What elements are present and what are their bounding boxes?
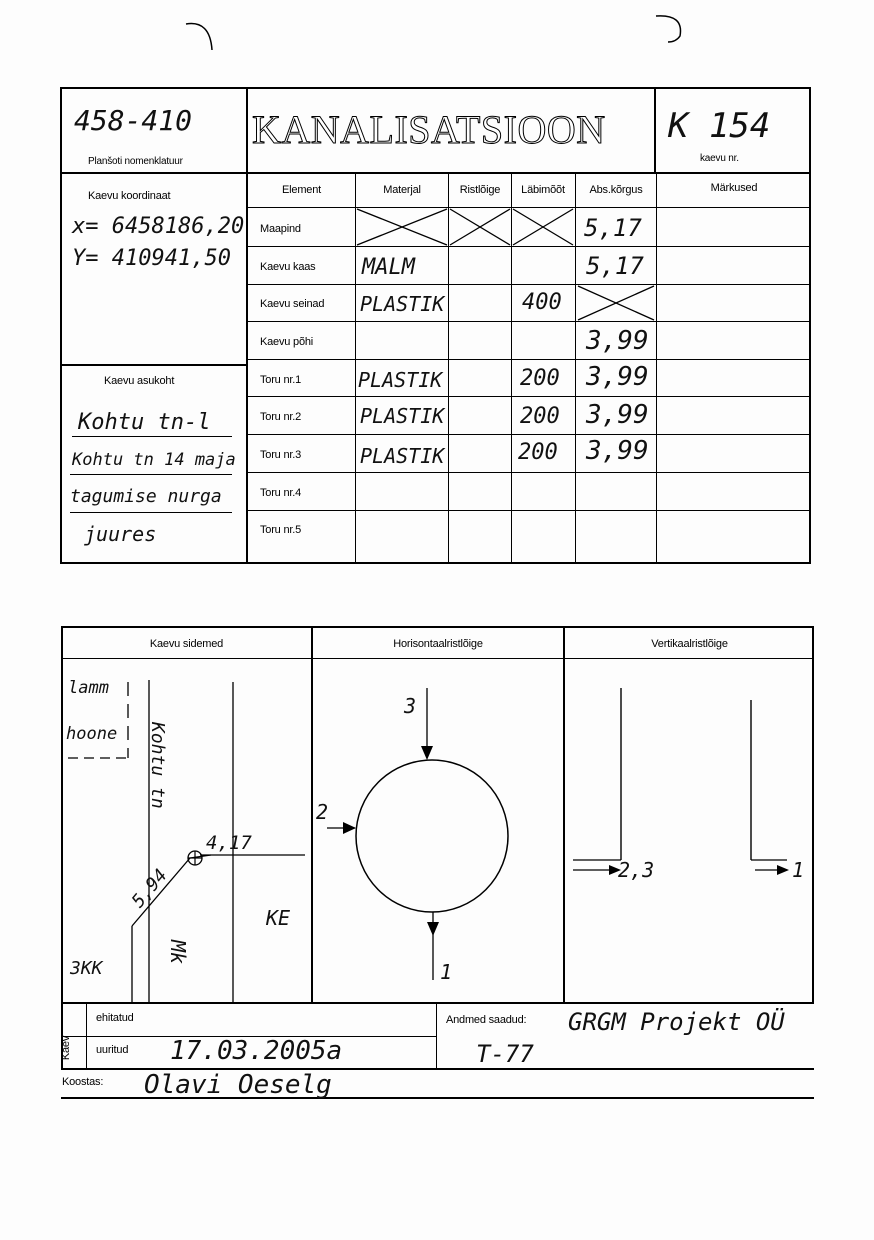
col-header-abs-height: Abs.kõrgus xyxy=(589,184,643,196)
outflow-arrow-right-icon xyxy=(777,865,789,875)
ties-panel-title: Kaevu sidemed xyxy=(149,638,224,650)
crossed-cell-walls-height xyxy=(576,284,656,322)
material-pipe-3: PLASTIK xyxy=(360,444,445,468)
col-header-element: Element xyxy=(282,184,321,196)
location-line-3: tagumise nurga xyxy=(70,486,222,507)
data-source-label: Andmed saadud: xyxy=(446,1014,527,1026)
location-line-2: Kohtu tn 14 maja xyxy=(72,450,236,470)
hole-punch-mark-right xyxy=(650,8,690,48)
inflow-top-number: 3 xyxy=(404,694,417,718)
material-pipe-2: PLASTIK xyxy=(360,404,445,428)
inflow-arrow-left-icon xyxy=(343,822,356,834)
ties-kk-label: 3KK xyxy=(70,958,103,979)
ties-street-label: Kohtu tn xyxy=(147,722,168,809)
well-number-value: K 154 xyxy=(668,106,771,146)
outflow-bottom-number: 1 xyxy=(440,960,453,984)
row-label-pipe-3: Toru nr.3 xyxy=(260,449,302,461)
coordinates-label: Kaevu koordinaat xyxy=(88,190,171,202)
col-header-material: Materjal xyxy=(383,184,421,196)
height-bottom: 3,99 xyxy=(586,326,649,356)
height-pipe-1: 3,99 xyxy=(586,362,649,392)
ties-ke-label: KE xyxy=(266,906,291,930)
inflow-arrow-top-icon xyxy=(421,746,433,760)
horizontal-panel-title: Horisontaalristlõige xyxy=(393,638,483,650)
material-pipe-1: PLASTIK xyxy=(358,368,443,392)
material-lid: MALM xyxy=(362,255,415,280)
nomenclature-value: 458-410 xyxy=(74,104,193,137)
row-label-pipe-1: Toru nr.1 xyxy=(260,374,302,386)
data-source-value: GRGM Projekt OÜ xyxy=(568,1008,785,1036)
coordinate-y: Y= 410941,50 xyxy=(72,246,231,271)
vertical-section-sketch xyxy=(565,660,814,1002)
horizontal-section-sketch xyxy=(313,660,563,1002)
inflow-left-number: 2 xyxy=(316,800,329,824)
ties-height-label: 4,17 xyxy=(206,832,252,854)
coordinate-x: x= 6458186,20 xyxy=(72,214,245,239)
built-label: ehitatud xyxy=(96,1012,134,1024)
row-label-pipe-5: Toru nr.5 xyxy=(260,524,302,536)
row-label-ground: Maapind xyxy=(260,223,301,235)
vertical-panel-title: Vertikaalristlõige xyxy=(651,638,728,650)
form-title: KANALISATSIOON xyxy=(252,107,606,152)
data-source-code: T-77 xyxy=(476,1040,534,1068)
surveyed-label: uuritud xyxy=(96,1044,129,1056)
col-header-cross-section: Ristlõige xyxy=(459,184,501,196)
outflow-arrow-bottom-icon xyxy=(427,922,439,936)
ties-distance-label: 5,94 xyxy=(127,865,172,912)
material-walls: PLASTIK xyxy=(360,292,445,316)
surveyed-date: 17.03.2005a xyxy=(170,1036,343,1066)
well-number-label: kaevu nr. xyxy=(700,153,739,164)
col-header-notes: Märkused xyxy=(710,182,758,194)
well-cross-section-icon xyxy=(356,760,508,912)
location-line-1: Kohtu tn-l xyxy=(78,410,211,435)
vertical-right-label: 1 xyxy=(792,858,805,882)
location-label: Kaevu asukoht xyxy=(104,375,175,387)
diameter-pipe-3: 200 xyxy=(518,440,558,465)
row-label-pipe-2: Toru nr.2 xyxy=(260,411,302,423)
well-side-label: Kaev xyxy=(60,1035,73,1061)
diameter-walls: 400 xyxy=(522,290,562,315)
row-label-bottom: Kaevu põhi xyxy=(260,336,314,348)
compiled-by-signature: Olavi Oeselg xyxy=(144,1070,332,1100)
hole-punch-mark-left xyxy=(180,14,220,54)
ties-building-label: lamm xyxy=(68,678,109,698)
crossed-cells-ground xyxy=(355,207,576,247)
height-pipe-3: 3,99 xyxy=(586,436,649,466)
ties-mk-label: Mk xyxy=(166,940,190,965)
col-header-diameter: Läbimõõt xyxy=(521,184,565,196)
location-line-4: juures xyxy=(84,522,157,546)
compiled-by-label: Koostas: xyxy=(62,1076,104,1088)
row-label-pipe-4: Toru nr.4 xyxy=(260,487,302,499)
height-ground: 5,17 xyxy=(584,214,642,242)
height-lid: 5,17 xyxy=(586,252,644,280)
vertical-left-label: 2,3 xyxy=(618,858,655,882)
diameter-pipe-1: 200 xyxy=(520,366,560,391)
row-label-lid: Kaevu kaas xyxy=(260,261,316,273)
ties-building2-label: hoone xyxy=(66,724,118,744)
height-pipe-2: 3,99 xyxy=(586,400,649,430)
nomenclature-label: Planšoti nomenklatuur xyxy=(88,156,183,167)
row-label-walls: Kaevu seinad xyxy=(260,298,325,310)
diameter-pipe-2: 200 xyxy=(520,404,560,429)
